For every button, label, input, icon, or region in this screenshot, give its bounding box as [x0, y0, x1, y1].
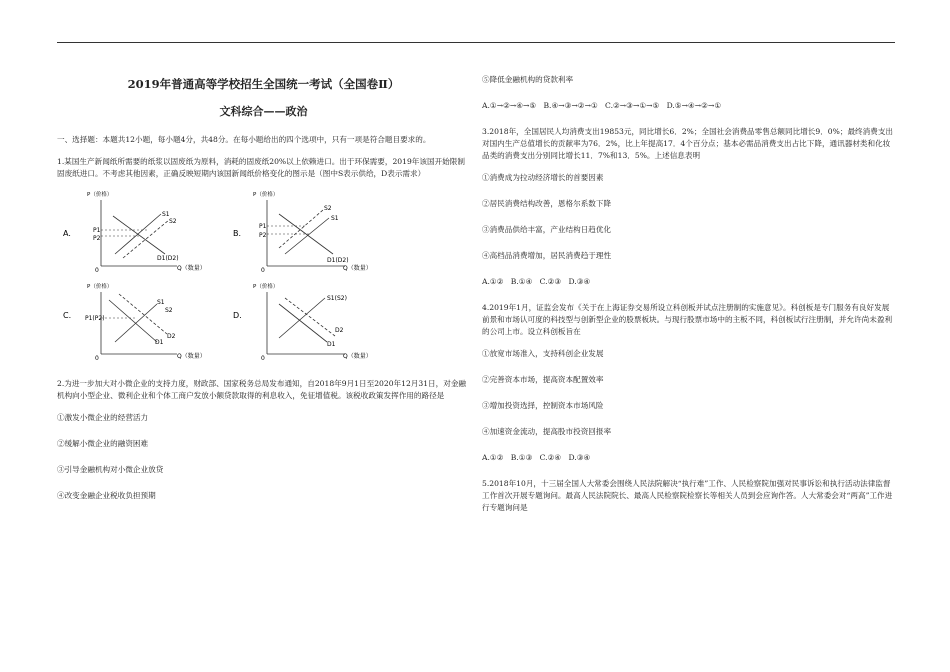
graph-b-label: D1(D2): [327, 257, 349, 264]
q3-option: A.①②: [482, 277, 504, 286]
graph-b-label: P2: [259, 232, 267, 239]
q2-stem: 2.为进一步加大对小微企业的支持力度，财政部、国家税务总局发布通知，自2018年9月1日至2020年12月31日，对金融机构向小型企业、微利企业和个体工商户发放小额贷款取得的利息收入，免征增值税。该税收政策发挥作用的路径是: [57, 379, 467, 400]
section-intro: 一、选择题：本题共12小题，每小题4分，共48分。在每小题给出的四个选项中，只有一项是符合题目要求的。: [57, 135, 431, 144]
q1-stem: 1.某国生产新闻纸所需要的纸浆以固废纸为原料，消耗的固废纸20%以上依赖进口。出于环保需要，2019年该国开始限制固废纸进口。不考虑其他因素，正确反映短期内该国新闻纸价格变化的图示是（图中S表示供给，D表示需求）: [57, 157, 465, 178]
right-column: [482, 74, 895, 524]
q3-options: [482, 276, 895, 288]
q4-item: ②完善资本市场，提高资本配置效率: [482, 375, 604, 384]
q3-option: D.③④: [568, 277, 591, 286]
q4-option: A.①②: [482, 453, 504, 462]
graph-a-y-axis: P（价格）: [87, 192, 113, 198]
q2-item: ①激发小微企业的经营活力: [57, 413, 149, 422]
left-column: [57, 74, 470, 516]
q3-item: ④高档品消费增加，居民消费趋于理性: [482, 251, 612, 260]
q2-option: C.②→③→①→⑤: [605, 101, 660, 110]
graph-b-y-axis: P（价格）: [253, 192, 279, 198]
graph-a-label: D1(D2): [157, 255, 179, 262]
graph-c-y-axis: P（价格）: [87, 284, 113, 290]
q3-stem: 3.2018年，全国居民人均消费支出19853元，同比增长6．2%；全国社会消费品零售总额同比增长9．0%；最终消费支出对国内生产总值增长的贡献率为76．2%，比上年提高17．4个百分点；基本必需品消费支出占比下降，通讯器材类和化妆品类的消费支出分别同比增长11．7%和13．5%。上述信息表明: [482, 127, 894, 160]
q3-item: ③消费品供给丰富，产业结构日趋优化: [482, 225, 612, 234]
graph-b-origin: 0: [261, 267, 265, 274]
graph-c-origin: 0: [95, 355, 99, 362]
q4-options: [482, 452, 895, 464]
graph-d-y-axis: P（价格）: [253, 284, 279, 290]
graph-d-label: D1: [327, 341, 336, 348]
graph-c-label: D2: [167, 333, 176, 340]
graph-c-label: D1: [155, 339, 164, 346]
page-subtitle: 文科综合——政治: [219, 105, 308, 118]
q2-item: ③引导金融机构对小微企业放贷: [57, 465, 164, 474]
q5-stem: 5.2018年10月，十三届全国人大常委会围绕人民法院解决“执行难”工作、人民检察院加强对民事诉讼和执行活动法律监督工作首次开展专题询问。最高人民法院院长、最高人民检察院检察长等相关人员到会应询作答。人大常委会对“两高”工作进行专题询问是: [482, 479, 893, 512]
graph-d-origin: 0: [261, 355, 265, 362]
q2-item: ②缓解小微企业的融资困难: [57, 439, 149, 448]
q4-option: C.②④: [539, 453, 562, 462]
q2-option: D.⑤→④→②→①: [666, 101, 722, 110]
graph-c-label: S1: [157, 299, 165, 306]
q4-stem: 4.2019年1月，证监会发布《关于在上海证券交易所设立科创板并试点注册制的实施意见》。科创板是专门服务有良好发展前景和市场认可度的科技型与创新型企业的股票板块。与现行股票市场中的主板不同，科创板试行注册制，并允许尚未盈利的公司上市。设立科创板旨在: [482, 303, 893, 336]
q3-item: ①消费成为拉动经济增长的首要因素: [482, 173, 604, 182]
graph-c-x-axis: Q（数量）: [177, 353, 206, 360]
graph-d-label: D2: [335, 327, 344, 334]
q4-option: B.①③: [510, 453, 533, 462]
q2-option: B.④→③→②→①: [543, 101, 598, 110]
q2-option: A.①→②→④→⑤: [482, 101, 537, 110]
graph-b-label: S2: [324, 205, 332, 212]
graph-a-x-axis: Q（数量）: [177, 265, 206, 272]
q2-options: [482, 100, 895, 112]
q2-item: ⑤降低金融机构的贷款利率: [482, 75, 574, 84]
graph-a-label: P2: [93, 235, 101, 242]
q3-item: ②居民消费结构改善，恩格尔系数下降: [482, 199, 612, 208]
graph-d-letter: D.: [233, 311, 242, 320]
graph-b-label: S1: [331, 215, 339, 222]
q2-item: ④改变金融企业税收负担预期: [57, 491, 156, 500]
header-rule: [57, 42, 895, 43]
graph-a-label: S2: [169, 218, 177, 225]
graph-a-origin: 0: [95, 267, 99, 274]
q1-graphs: [57, 190, 470, 370]
graph-a-letter: A.: [63, 229, 71, 238]
graph-a-label: P1: [93, 227, 101, 234]
graph-c-letter: C.: [63, 311, 72, 320]
graph-b-label: P1: [259, 223, 267, 230]
q3-option: B.①④: [510, 277, 533, 286]
graph-c-label: P1(P2): [85, 315, 105, 322]
graph-d-x-axis: Q（数量）: [343, 353, 372, 360]
graph-d: [227, 282, 427, 372]
q4-item: ③增加投资选择，控制资本市场风险: [482, 401, 604, 410]
q4-item: ①放宽市场准入，支持科创企业发展: [482, 349, 604, 358]
graph-b-x-axis: Q（数量）: [343, 265, 372, 272]
graph-d-label: S1(S2): [327, 295, 347, 302]
q4-option: D.③④: [568, 453, 591, 462]
page-title: 2019年普通高等学校招生全国统一考试（全国卷Ⅱ）: [127, 77, 400, 91]
q4-item: ④加速资金流动，提高股市投资回报率: [482, 427, 612, 436]
graph-b: [227, 190, 427, 280]
graph-a-label: S1: [162, 211, 170, 218]
graph-b-letter: B.: [233, 229, 242, 238]
q3-option: C.②③: [539, 277, 562, 286]
graph-c-label: S2: [165, 307, 173, 314]
